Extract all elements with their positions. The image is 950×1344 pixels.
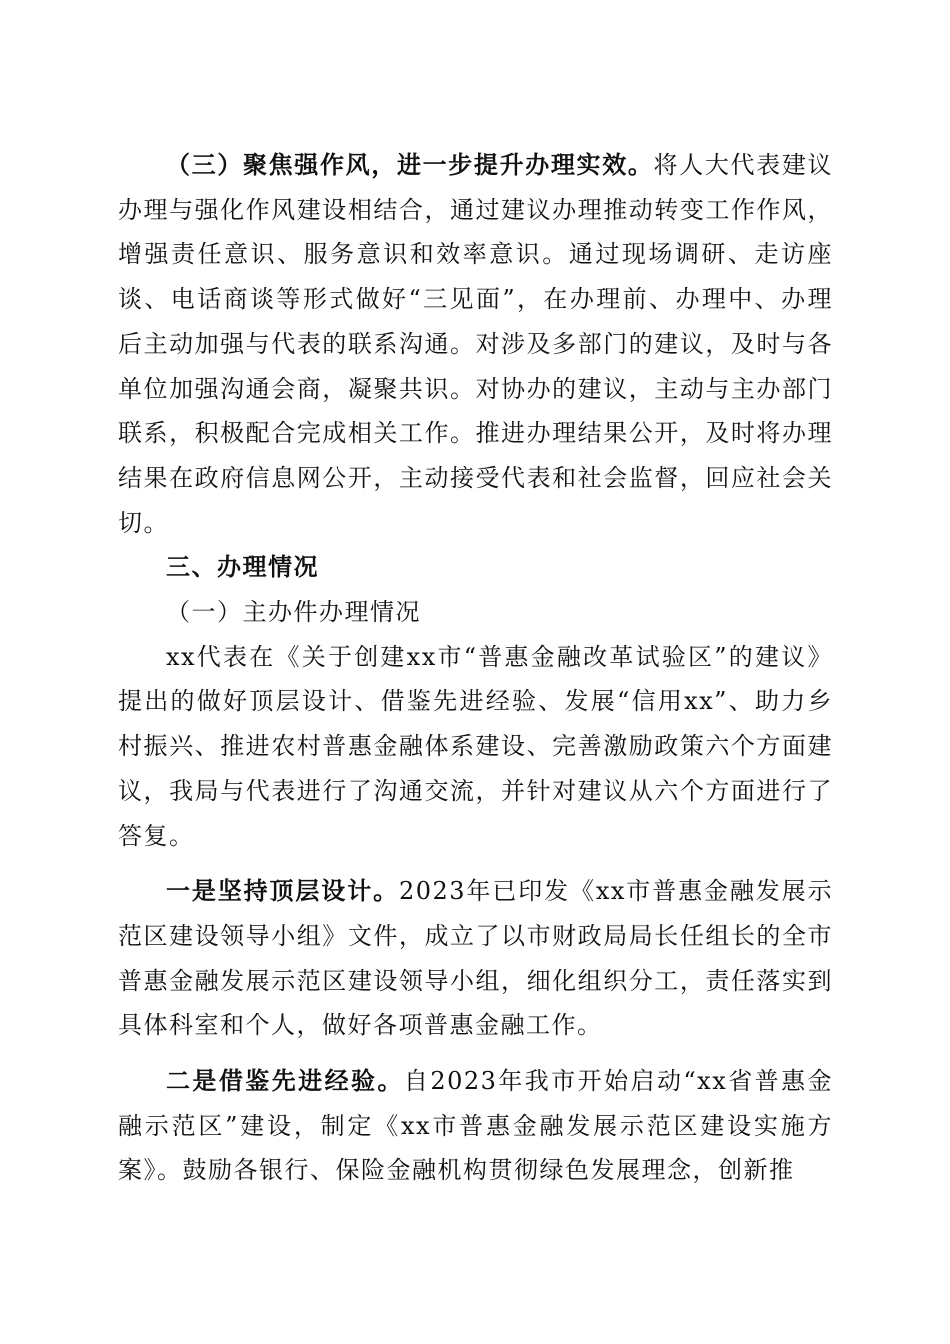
document-body	[118, 143, 833, 1193]
paragraph-lead: （三）聚焦强作风，进一步提升办理实效。	[166, 150, 654, 179]
section-heading-handling-status: 三、办理情况	[166, 553, 319, 582]
subsection-heading-main-cases: （一）主办件办理情况	[166, 598, 421, 627]
paragraph-advanced-experience	[118, 1059, 833, 1193]
paragraph-text: 自2023年我市开始启动“xx省普惠金融示范区”建设，制定《xx市普惠金融发展示范区建设实施方案》。鼓励各银行、保险金融机构贯彻绿色发展理念，创新推	[118, 1067, 833, 1185]
paragraph-text: 2023年已印发《xx市普惠金融发展示范区建设领导小组》文件，成立了以市财政局局长任组长的全市普惠金融发展示范区建设领导小组，细化组织分工，责任落实到具体科室和个人，做好各项普惠金融工作。	[118, 877, 833, 1040]
paragraph-top-level-design	[118, 869, 833, 1048]
paragraph-text: xx代表在《关于创建xx市“普惠金融改革试验区”的建议》提出的做好顶层设计、借鉴先进经验、发展“信用xx”、助力乡村振兴、推进农村普惠金融体系建设、完善激励政策六个方面建议，我局与代表进行了沟通交流，并针对建议从六个方面进行了答复。	[118, 642, 833, 850]
paragraph-lead: 一是坚持顶层设计。	[166, 876, 399, 906]
paragraph-work-style	[118, 143, 833, 545]
paragraph-lead: 二是借鉴先进经验。	[166, 1066, 404, 1096]
paragraph-proposal-summary	[118, 635, 833, 859]
paragraph-text: 将人大代表建议办理与强化作风建设相结合，通过建议办理推动转变工作作风，增强责任意识、服务意识和效率意识。通过现场调研、走访座谈、电话商谈等形式做好“三见面”，在办理前、办理中、办理后主动加强与代表的联系沟通。对涉及多部门的建议，及时与各单位加强沟通会商，凝聚共识。对协办的建议，主动与主办部门联系，积极配合完成相关工作。推进办理结果公开，及时将办理结果在政府信息网公开，主动接受代表和社会监督，回应社会关切。	[118, 151, 834, 537]
